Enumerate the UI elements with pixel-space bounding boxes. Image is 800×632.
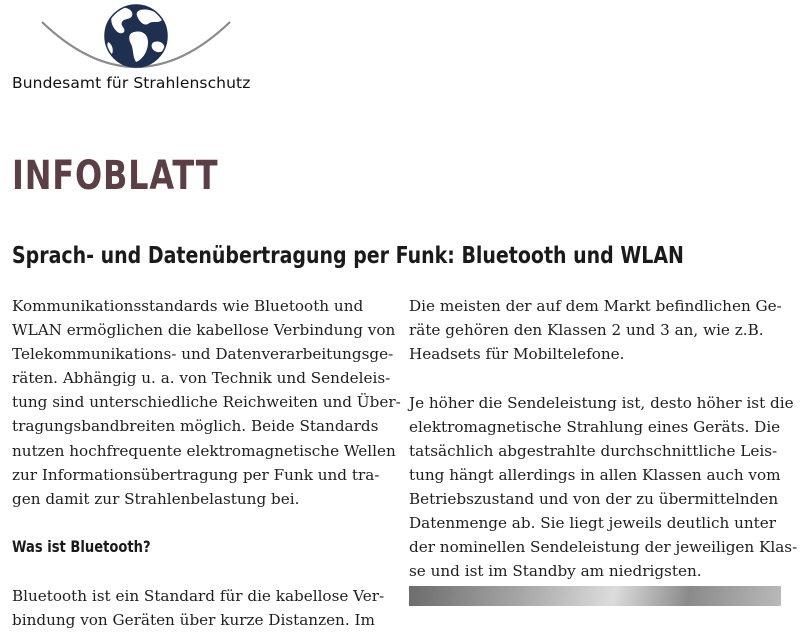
text-line: der nominellen Sendeleistung der jeweiligen Klas- (409, 538, 798, 557)
text-line: se und ist im Standby am niedrigsten. (409, 562, 702, 581)
left-column (12, 294, 401, 632)
text-line: nutzen hochfrequente elektromagnetische Wellen (12, 441, 396, 460)
device-photo (409, 586, 781, 606)
text-line: Die meisten der auf dem Markt befindlichen Ge- (409, 297, 782, 315)
text-line: Bluetooth ist ein Standard für die kabellose Ver- (12, 586, 385, 605)
text-line: zur Informationsübertragung per Funk und tra- (12, 465, 380, 484)
text-line: räte gehören den Klassen 2 und 3 an, wie z.B. (409, 321, 764, 340)
text-line: Betriebszustand und von der zu übermittelnden (409, 490, 779, 509)
text-line: elektromagnetische Strahlung eines Geräts. Die (409, 417, 781, 436)
globe-icon (36, 2, 236, 74)
text-line: gen damit zur Strahlenbelastung bei. (12, 489, 300, 508)
device-classes-paragraph (409, 294, 789, 366)
text-line: tung hängt allerdings in allen Klassen auch vom (409, 466, 781, 485)
organization-name: Bundesamt für Strahlenschutz (12, 74, 251, 92)
paragraph-spacer (12, 559, 382, 584)
text-line: Je höher die Sendeleistung ist, desto höher ist die (409, 393, 794, 412)
section-heading-bluetooth: Was ist Bluetooth? (12, 537, 151, 557)
text-line: Kommunikationsstandards wie Bluetooth und (12, 297, 364, 315)
text-line: tatsächlich abgestrahlte durchschnittliche Leis- (409, 441, 778, 460)
right-column (409, 294, 798, 584)
paragraph-spacer (409, 366, 789, 391)
paragraph-spacer (12, 511, 382, 536)
text-line: räten. Abhängig u. a. von Technik und Sendeleis- (12, 369, 391, 388)
text-line: Headsets für Mobiltelefone. (409, 345, 625, 364)
text-line: tragungsbandbreiten möglich. Beide Standards (12, 417, 379, 436)
text-line: bindung von Geräten über kurze Distanzen. Im (12, 611, 375, 630)
document-type-label: INFOBLATT (12, 153, 219, 199)
document-title: Sprach- und Datenübertragung per Funk: Bluetooth und WLAN (12, 243, 684, 269)
intro-paragraph (12, 294, 401, 511)
text-line: Telekommunikations- und Datenverarbeitungsge- (12, 345, 394, 364)
text-line: WLAN ermöglichen die kabellose Verbindung von (12, 321, 396, 340)
transmit-power-paragraph (409, 391, 798, 584)
text-line: tung sind unterschiedliche Reichweiten und Über- (12, 393, 401, 412)
text-line: Datenmenge ab. Sie liegt jeweils deutlich unter (409, 514, 777, 533)
bluetooth-paragraph (12, 584, 385, 632)
bfs-logo (0, 0, 300, 100)
